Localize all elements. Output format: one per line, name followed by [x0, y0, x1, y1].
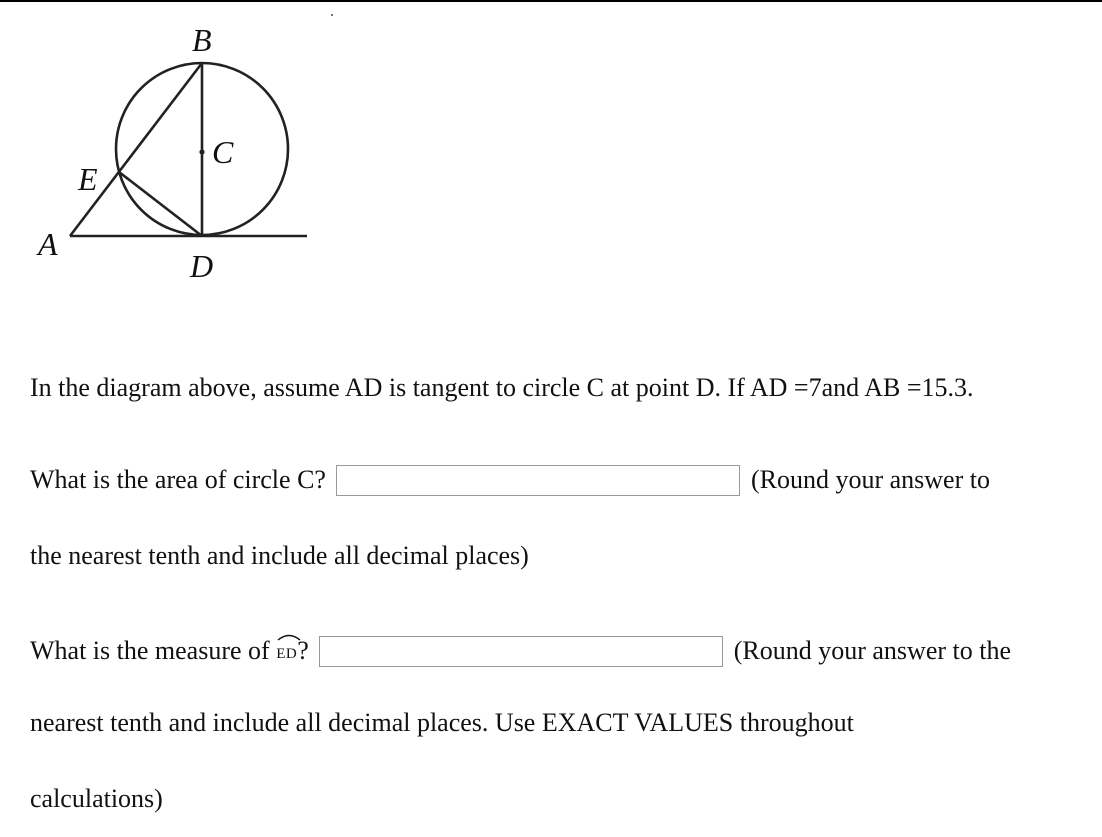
question2-suffix: (Round your answer to the	[733, 636, 1012, 665]
question2-mark: ?	[297, 636, 309, 665]
geometry-diagram	[30, 15, 320, 295]
arc-measure-answer-input[interactable]	[319, 636, 723, 667]
question1-prompt: What is the area of circle C?	[30, 465, 326, 494]
area-answer-input[interactable]	[336, 465, 740, 496]
question2-row	[30, 633, 1011, 669]
label-a: A	[38, 226, 58, 262]
top-rule	[0, 0, 1102, 2]
arc-icon	[276, 633, 302, 641]
segment-ed	[119, 172, 202, 236]
stray-dot	[331, 14, 333, 16]
question2-continuation-1: nearest tenth and include all decimal places. Use EXACT VALUES throughout	[30, 708, 854, 737]
question2-prompt: What is the measure of	[30, 636, 270, 665]
arc-ed-symbol	[276, 633, 297, 669]
label-d: D	[190, 248, 214, 284]
question1-row	[30, 465, 990, 496]
problem-statement: In the diagram above, assume AD is tangent to circle C at point D. If AD =7and AB =15.3.	[30, 373, 974, 402]
label-e: E	[78, 161, 98, 197]
diagram-figure	[70, 63, 307, 236]
label-b: B	[192, 22, 212, 58]
label-c: C	[212, 134, 234, 170]
center-point-c	[199, 149, 204, 154]
question1-suffix: (Round your answer to	[750, 465, 990, 494]
question2-continuation-2: calculations)	[30, 784, 163, 813]
arc-label: ED	[276, 646, 298, 662]
question1-continuation: the nearest tenth and include all decimal places)	[30, 541, 529, 570]
segment-ab	[70, 63, 202, 236]
